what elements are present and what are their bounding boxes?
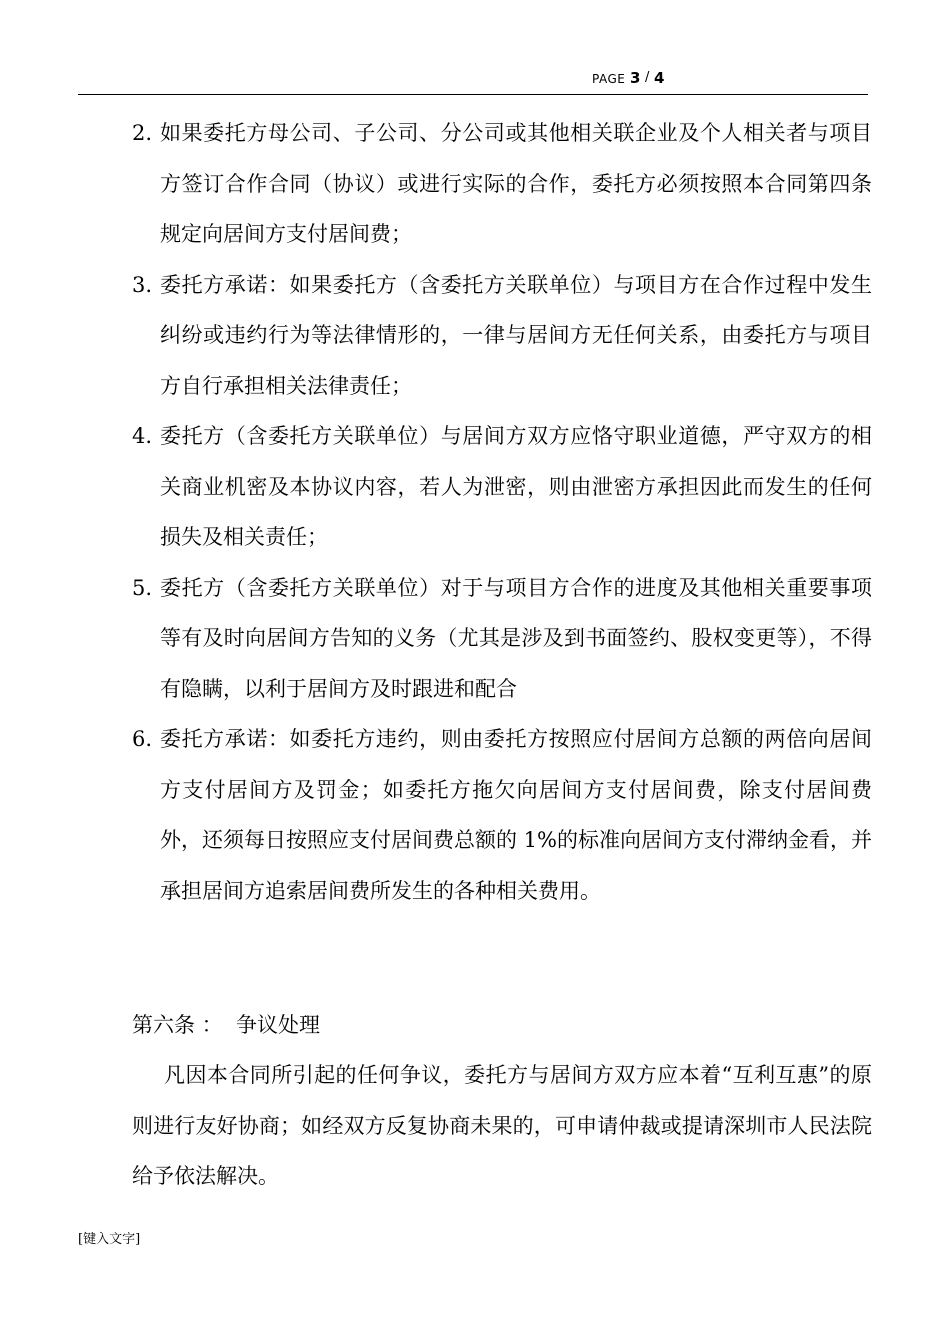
clause-text: 委托方（含委托方关联单位）对于与项目方合作的进度及其他相关重要事项等有及时向居间方告知的义务（尤其是涉及到书面签约、股权变更等），不得有隐瞒，以利于居间方及时跟进和配合 <box>160 575 872 701</box>
clause-number: 5. <box>132 575 153 600</box>
clause-text: 委托方承诺：如委托方违约，则由委托方按照应付居间方总额的两倍向居间方支付居间方及罚金；如委托方拖欠向居间方支付居间费，除支付居间费外，还须每日按照应支付居间费总额的 1%的标准向居间方支付滞纳金看，并承担居间方追索居间费所发生的各种相关费用。 <box>160 727 872 903</box>
clause-text: 委托方（含委托方关联单位）与居间方双方应恪守职业道德，严守双方的相关商业机密及本协议内容，若人为泄密，则由泄密方承担因此而发生的任何损失及相关责任； <box>160 424 872 549</box>
page-number-separator: / <box>645 70 650 85</box>
footer-placeholder-text[interactable]: [键入文字] <box>78 1232 141 1247</box>
clause-text: 如果委托方母公司、子公司、分公司或其他相关联企业及个人相关者与项目方签订合作合同（协议）或进行实际的合作，委托方必须按照本合同第四条规定向居间方支付居间费； <box>160 121 872 246</box>
clause-number: 6. <box>132 727 153 751</box>
clause-number: 3. <box>132 272 153 297</box>
page-header <box>78 66 868 95</box>
clause-item <box>132 260 872 412</box>
clause-item <box>132 108 872 260</box>
section-dispute-resolution <box>132 1000 872 1202</box>
clause-list <box>132 108 872 916</box>
clause-number: 4. <box>132 424 153 448</box>
page-number-current: 3 <box>630 69 641 87</box>
section-body: 凡因本合同所引起的任何争议，委托方与居间方双方应本着“互利互惠”的原则进行友好协商；如经双方反复协商未果的，可申请仲裁或提请深圳市人民法院给予依法解决。 <box>132 1063 872 1188</box>
section-heading: 第六条 ： 争议处理 <box>132 1013 321 1037</box>
clause-number: 2. <box>132 121 153 145</box>
page-number-total: 4 <box>654 69 665 87</box>
clause-item <box>132 563 872 715</box>
page-label: PAGE <box>592 72 626 86</box>
clause-text: 委托方承诺：如果委托方（含委托方关联单位）与项目方在合作过程中发生纠纷或违约行为等法律情形的，一律与居间方无任何关系，由委托方与项目方自行承担相关法律责任； <box>160 272 872 398</box>
clause-item <box>132 714 872 916</box>
clause-item <box>132 411 872 563</box>
